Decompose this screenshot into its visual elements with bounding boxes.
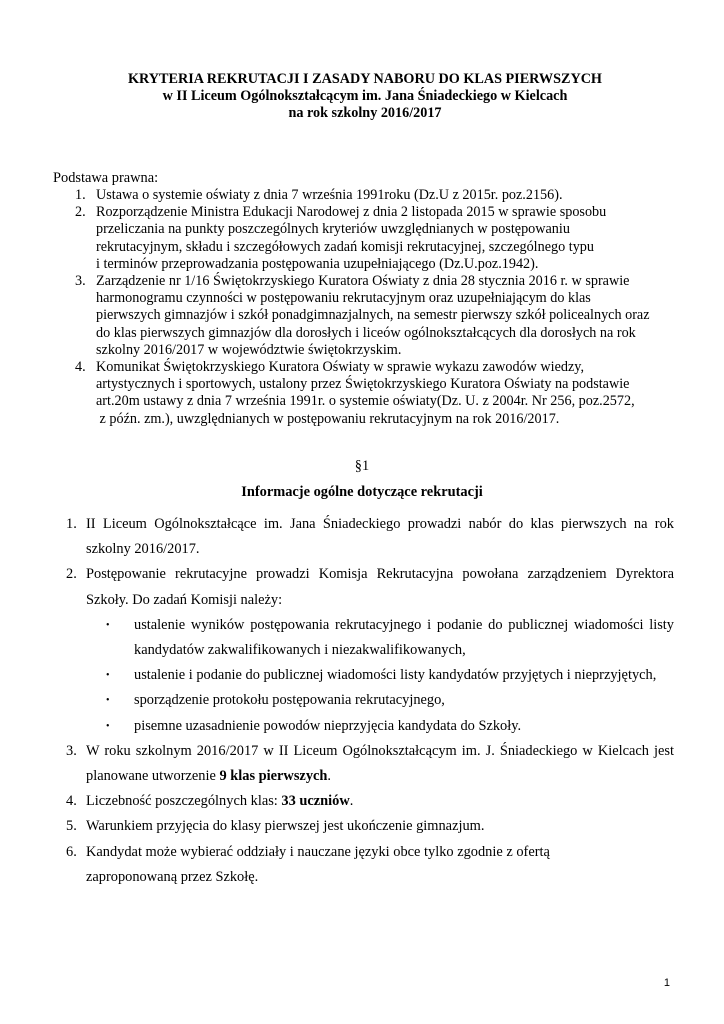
commission-tasks-list <box>86 613 674 739</box>
list-number: 3. <box>66 742 77 759</box>
title-line-2: w II Liceum Ogólnokształcącym im. Jana Śniadeckiego w Kielcach <box>162 88 568 104</box>
title-line-3: na rok szkolny 2016/2017 <box>288 105 442 121</box>
bullet-icon: • <box>106 720 110 732</box>
text-line: przeliczania na punkty poszczególnych kryteriów uwzględnianych w postępowaniu <box>96 221 570 238</box>
bullet-item <box>106 688 674 713</box>
legal-basis-heading: Podstawa prawna: <box>53 170 159 186</box>
general-info-list <box>66 512 674 890</box>
list-number: 4. <box>66 793 77 810</box>
text-line: szkolny 2016/2017 w województwie świętokrzyskim. <box>96 341 402 358</box>
bullet-item <box>106 663 674 688</box>
class-size: 33 uczniów <box>281 793 350 810</box>
text-line: rekrutacyjnym, składu i szczegółowych zadań komisji rekrutacyjnej, szczególnego typu <box>96 238 594 255</box>
class-count: 9 klas pierwszych <box>219 768 328 785</box>
item-text: Postępowanie rekrutacyjne prowadzi Komisja Rekrutacyjna powołana zarządzeniem Dyrektora Szkoły. Do zadań Komisji należy: <box>86 566 674 608</box>
list-number: 4. <box>75 359 86 376</box>
text-line: Rozporządzenie Ministra Edukacji Narodowej z dnia 2 listopada 2015 w sprawie sposobu <box>96 204 607 221</box>
text-line: i terminów przeprowadzania postępowania uzupełniającego (Dz.U.poz.1942). <box>96 255 539 272</box>
text-line: do klas pierwszych gimnazjów dla dorosłych i liceów ogólnokształcących dla dorosłych na rok <box>96 324 636 341</box>
document-title <box>100 71 630 122</box>
list-number: 1. <box>75 187 86 203</box>
list-item <box>66 789 674 814</box>
bullet-text: ustalenie wyników postępowania rekrutacyjnego i podanie do publicznej wiadomości listy kandydatów zakwalifikowanych i niezakwalifikowanych, <box>134 616 674 659</box>
text-line: z późn. zm.), uwzględnianych w postępowaniu rekrutacyjnym na rok 2016/2017. <box>96 410 560 427</box>
bullet-icon: • <box>106 695 110 707</box>
legal-basis-list <box>53 187 683 428</box>
list-number: 6. <box>66 843 77 860</box>
title-line-1: KRYTERIA REKRUTACJI I ZASADY NABORU DO KLAS PIERWSZYCH <box>128 71 602 87</box>
legal-basis-item <box>53 359 683 428</box>
legal-basis-item <box>53 204 683 273</box>
text-line: art.20m ustawy z dnia 7 września 1991r. o systemie oświaty(Dz. U. z 2004r. Nr 256, poz.2572, <box>96 393 635 410</box>
item-text: II Liceum Ogólnokształcące im. Jana Śniadeckiego prowadzi nabór do klas pierwszych na rok szkolny 2016/2017. <box>86 516 674 558</box>
text-line: Komunikat Świętokrzyskiego Kuratora Oświaty w sprawie wykazu zawodów wiedzy, <box>96 359 585 376</box>
bullet-item <box>106 613 674 663</box>
bullet-icon: • <box>106 670 110 682</box>
bullet-text: sporządzenie protokołu postępowania rekrutacyjnego, <box>134 692 445 709</box>
list-number: 2. <box>75 204 86 221</box>
item-text: Liczebność poszczególnych klas: <box>86 793 282 810</box>
list-item <box>66 840 674 890</box>
page-number: 1 <box>663 977 670 989</box>
text-line: Zarządzenie nr 1/16 Świętokrzyskiego Kuratora Oświaty z dnia 28 stycznia 2016 r. w sprawie <box>96 273 630 290</box>
legal-basis-item <box>53 273 683 359</box>
item-text-line: Kandydat może wybierać oddziały i nauczane języki obce tylko zgodnie z ofertą <box>86 843 550 860</box>
text-line: artystycznych i sportowych, ustalony przez Świętokrzyskiego Kuratora Oświaty na podstawie <box>96 376 630 393</box>
text-line: harmonogramu czynności w postępowaniu rekrutacyjnym oraz uzupełniającym do klas <box>96 290 591 307</box>
legal-basis-item <box>53 187 683 204</box>
item-text-end: . <box>349 793 354 810</box>
list-item <box>66 814 674 839</box>
text-line: pierwszych gimnazjów i szkół ponadgimnazjalnych, na semestr pierwszy szkół policealnych oraz <box>96 307 650 324</box>
item-text: Warunkiem przyjęcia do klasy pierwszej jest ukończenie gimnazjum. <box>86 818 485 835</box>
bullet-item <box>106 714 674 739</box>
bullet-text: pisemne uzasadnienie powodów nieprzyjęcia kandydata do Szkoły. <box>134 717 522 734</box>
list-number: 2. <box>66 566 77 583</box>
list-item <box>66 512 674 562</box>
bullet-text: ustalenie i podanie do publicznej wiadomości listy kandydatów przyjętych i nieprzyjętych, <box>134 667 657 684</box>
list-number: 5. <box>66 818 77 835</box>
section-title: Informacje ogólne dotyczące rekrutacji <box>241 484 483 500</box>
bullet-icon: • <box>106 619 110 631</box>
section-sign: §1 <box>354 458 370 474</box>
item-text-line: zaproponowaną przez Szkołę. <box>86 868 259 885</box>
list-number: 1. <box>66 516 77 532</box>
item-text: W roku szkolnym 2016/2017 w II Liceum Ogólnokształcącym im. J. Śniadeckiego w Kielcach jest planowane utworzenie <box>86 742 674 785</box>
text-line: Ustawa o systemie oświaty z dnia 7 września 1991roku (Dz.U z 2015r. poz.2156). <box>96 187 563 203</box>
item-text-end: . <box>327 768 332 785</box>
list-number: 3. <box>75 273 86 290</box>
list-item <box>66 739 674 789</box>
list-item <box>66 562 674 738</box>
